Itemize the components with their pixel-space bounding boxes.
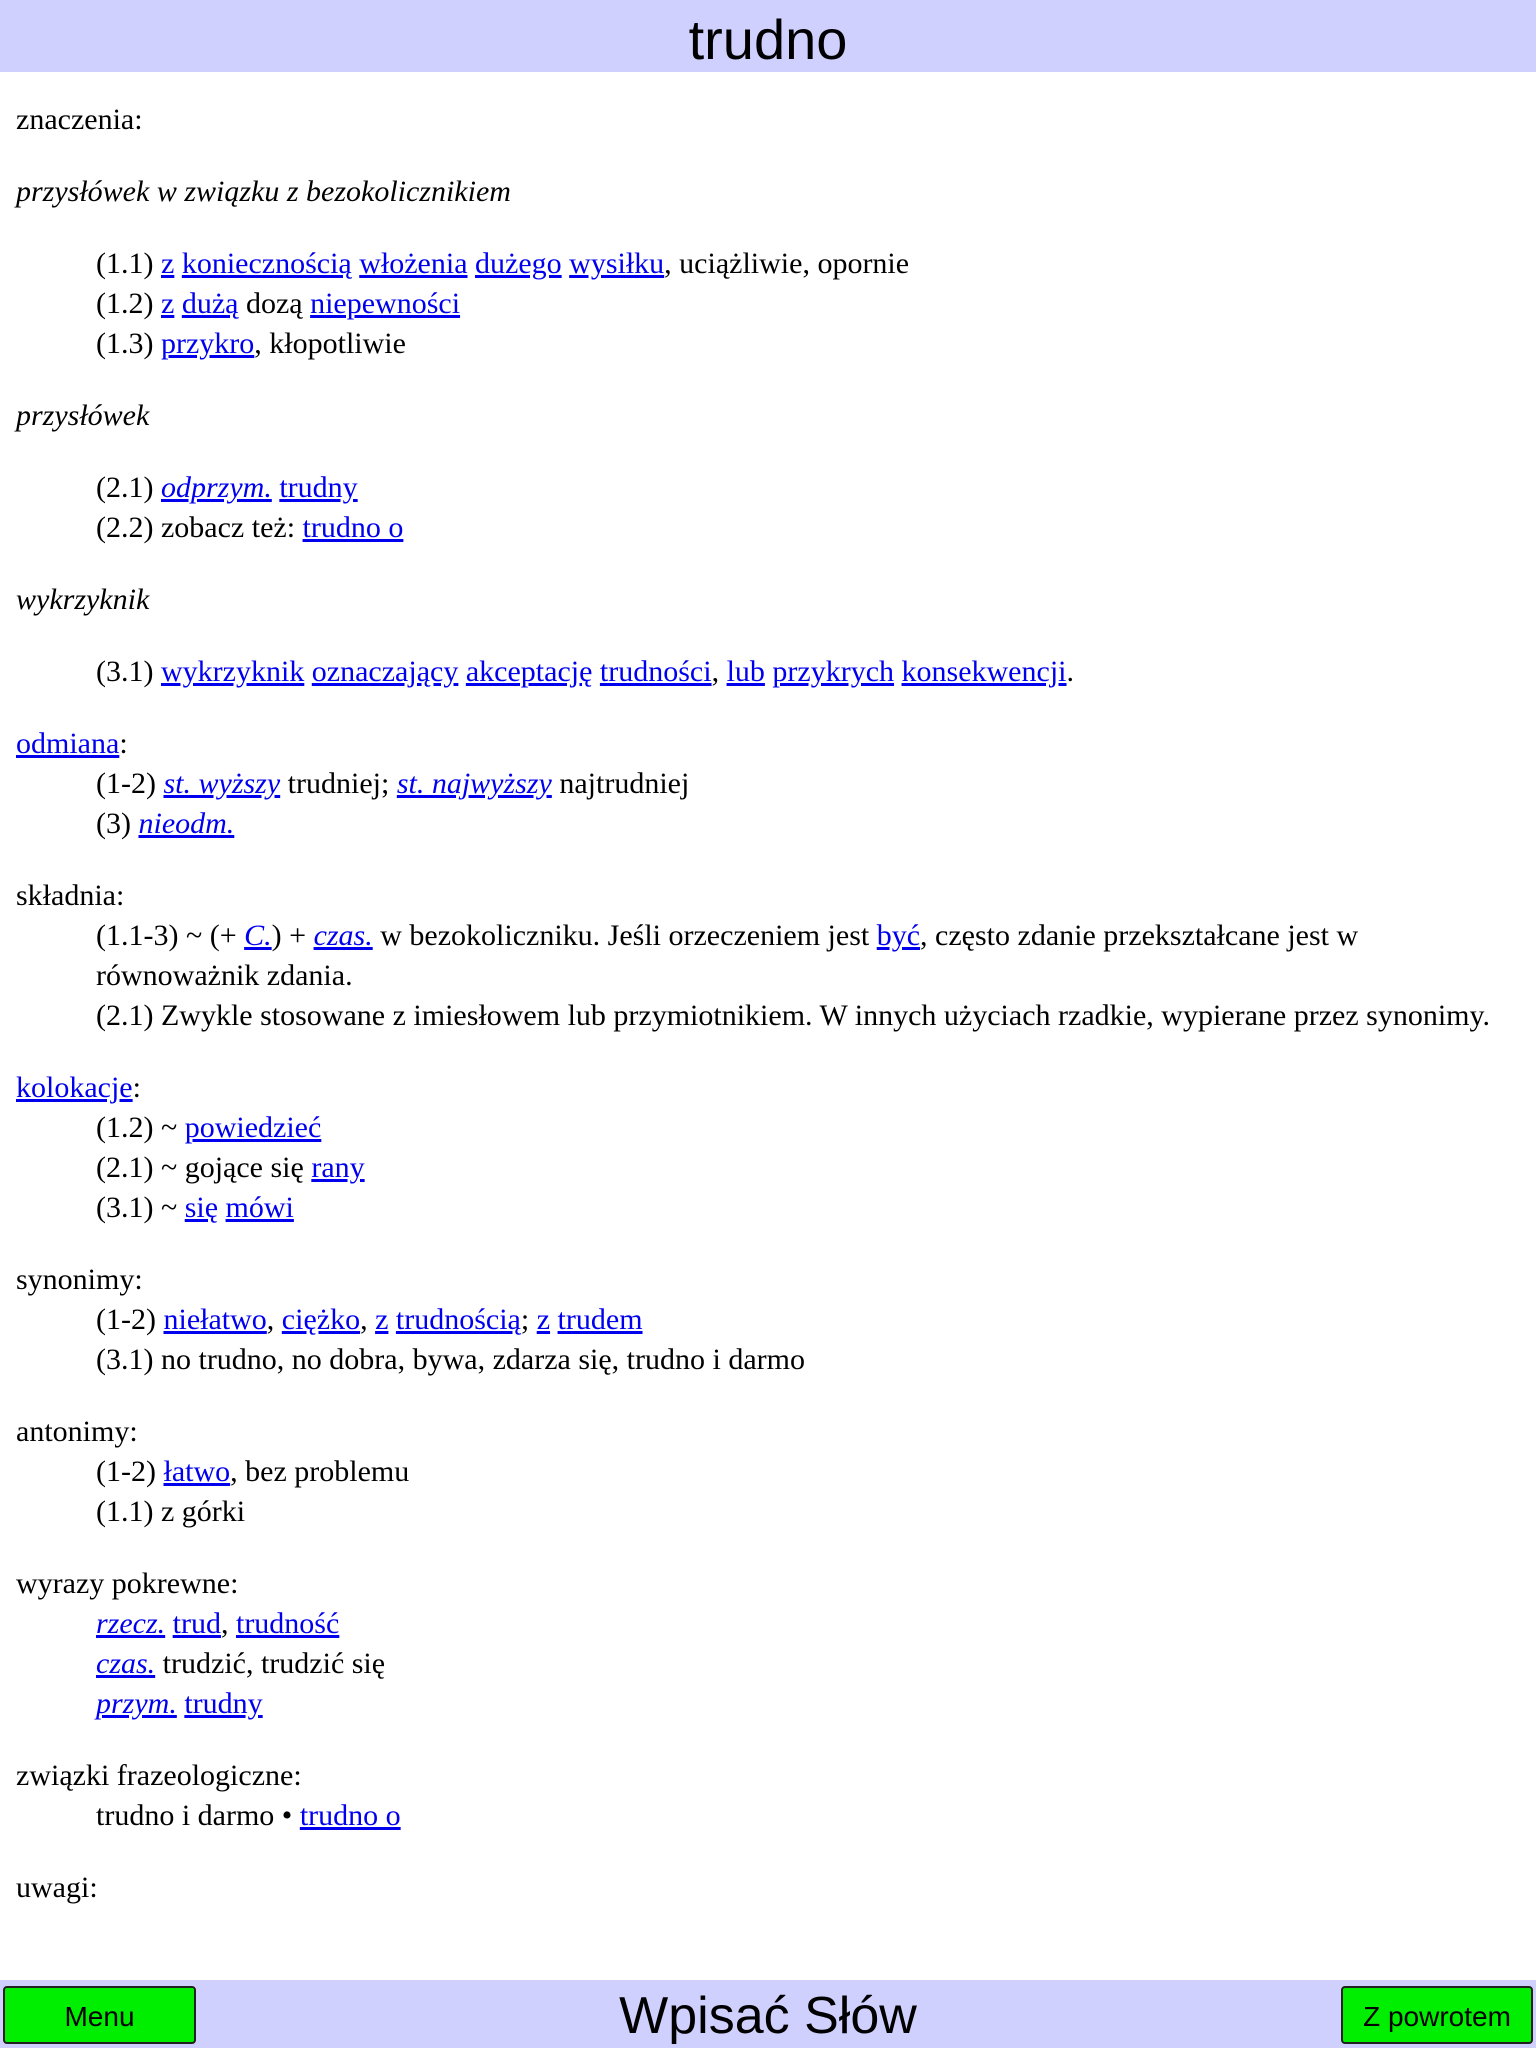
page-title: trudno <box>688 8 848 71</box>
link-trudny[interactable]: trudny <box>279 471 358 504</box>
link-trudnoscia[interactable]: trudnością <box>395 1303 521 1336</box>
link-z[interactable]: z <box>160 247 175 280</box>
link-oznaczajacy[interactable]: oznaczający <box>311 655 459 688</box>
synonimy-line-1: (1-2) niełatwo, ciężko, z trudnością; z trudem <box>96 1303 643 1336</box>
pos-interjection: wykrzyknik <box>16 583 150 616</box>
link-z[interactable]: z <box>160 287 175 320</box>
back-button[interactable]: Z powrotem <box>1341 1986 1533 2044</box>
meanings-label: znaczenia: <box>16 103 143 136</box>
link-trudnosci[interactable]: trudności <box>599 655 712 688</box>
skladnia-label: składnia: <box>16 879 125 912</box>
sense-2-2: (2.2) zobacz też: trudno o <box>96 511 404 544</box>
frazeo-label: związki frazeologiczne: <box>16 1759 302 1792</box>
antonimy-line-1: (1-2) łatwo, bez problemu <box>96 1455 410 1488</box>
footer-title: Wpisać Słów <box>619 1987 917 2045</box>
link-odmiana[interactable]: odmiana <box>16 727 120 760</box>
link-konsekwencji[interactable]: konsekwencji <box>901 655 1067 688</box>
link-koniecznoscia[interactable]: koniecznością <box>181 247 352 280</box>
pokrewne-line-2: czas. trudzić, trudzić się <box>96 1647 386 1680</box>
sense-1-3: (1.3) przykro, kłopotliwie <box>96 327 406 360</box>
link-latwo[interactable]: łatwo <box>163 1455 231 1488</box>
link-sie[interactable]: się <box>184 1191 219 1224</box>
kolokacje-line-1: (1.2) ~ powiedzieć <box>96 1111 322 1144</box>
odmiana-line-2: (3) nieodm. <box>96 807 235 840</box>
sense-list-1 <box>96 244 1520 364</box>
link-c[interactable]: C. <box>244 919 272 952</box>
link-przykrych[interactable]: przykrych <box>772 655 895 688</box>
section-synonimy <box>16 1260 1520 1380</box>
link-ciezko[interactable]: ciężko <box>281 1303 361 1336</box>
section-odmiana: odmiana: (1-2) st. wyższy trudniej; st. najwyższy najtrudniej (3) nieodm. <box>16 724 1520 844</box>
link-rany[interactable]: rany <box>311 1151 365 1184</box>
link-kolokacje[interactable]: kolokacje <box>16 1071 133 1104</box>
section-skladnia <box>16 876 1520 1036</box>
page-header <box>0 0 1536 72</box>
frazeo-line-1: trudno i darmo • trudno o <box>96 1799 401 1832</box>
link-trudno-o[interactable]: trudno o <box>302 511 404 544</box>
link-nieodm[interactable]: nieodm. <box>138 807 235 840</box>
link-trudno-o[interactable]: trudno o <box>299 1799 401 1832</box>
link-z[interactable]: z <box>375 1303 389 1336</box>
sense-list-2 <box>96 468 1520 548</box>
skladnia-line-1: (1.1-3) ~ (+ C.) + czas. w bezokoliczniku. Jeśli orzeczeniem jest być, często zdanie przekształcane jest w równoważnik zdania. <box>96 919 1359 992</box>
uwagi-label: uwagi: <box>16 1871 98 1904</box>
pos-adverb-infinitive: przysłówek w związku z bezokolicznikiem <box>16 175 511 208</box>
synonimy-line-2: (3.1) no trudno, no dobra, bywa, zdarza się, trudno i darmo <box>96 1343 805 1376</box>
link-odprzym[interactable]: odprzym. <box>160 471 272 504</box>
antonimy-line-2: (1.1) z górki <box>96 1495 246 1528</box>
section-kolokacje: kolokacje: (1.2) ~ powiedzieć (2.1) ~ gojące się rany (3.1) ~ się mówi <box>16 1068 1520 1228</box>
link-przym[interactable]: przym. <box>96 1687 177 1720</box>
link-byc[interactable]: być <box>876 919 921 952</box>
footer-bar <box>0 1980 1536 2048</box>
link-powiedziec[interactable]: powiedzieć <box>184 1111 322 1144</box>
sense-list-3 <box>96 652 1520 692</box>
pos-adverb: przysłówek <box>16 399 150 432</box>
antonimy-label: antonimy: <box>16 1415 138 1448</box>
section-pokrewne <box>16 1564 1520 1724</box>
sense-2-1: (2.1) odprzym. trudny <box>96 471 358 504</box>
link-trudny[interactable]: trudny <box>184 1687 263 1720</box>
sense-3-1: (3.1) wykrzyknik oznaczający akceptację trudności, lub przykrych konsekwencji. <box>96 655 1074 688</box>
sense-1-1: (1.1) z koniecznością włożenia dużego wysiłku, uciążliwie, opornie <box>96 247 910 280</box>
link-niepewnosci[interactable]: niepewności <box>310 287 461 320</box>
link-rzecz[interactable]: rzecz. <box>96 1607 166 1640</box>
link-wysilku[interactable]: wysiłku <box>569 247 665 280</box>
section-antonimy <box>16 1412 1520 1532</box>
link-trudnosc[interactable]: trudność <box>235 1607 340 1640</box>
link-st-wyzszy[interactable]: st. wyższy <box>163 767 281 800</box>
link-duza[interactable]: dużą <box>181 287 239 320</box>
pokrewne-line-3 <box>96 1684 1520 1724</box>
link-wlozenia[interactable]: włożenia <box>359 247 468 280</box>
link-trudem[interactable]: trudem <box>557 1303 643 1336</box>
link-st-najwyzszy[interactable]: st. najwyższy <box>396 767 552 800</box>
link-z[interactable]: z <box>536 1303 551 1336</box>
link-mowi[interactable]: mówi <box>225 1191 294 1224</box>
kolokacje-line-3: (3.1) ~ się mówi <box>96 1191 294 1224</box>
link-akceptacje[interactable]: akceptację <box>465 655 593 688</box>
link-przykro[interactable]: przykro <box>160 327 255 360</box>
link-trud[interactable]: trud <box>172 1607 221 1640</box>
link-duzego[interactable]: dużego <box>475 247 562 280</box>
menu-button[interactable]: Menu <box>3 1986 196 2044</box>
synonimy-label: synonimy: <box>16 1263 143 1296</box>
pokrewne-line-1: rzecz. trud, trudność <box>96 1607 340 1640</box>
link-czas[interactable]: czas. <box>313 919 373 952</box>
section-uwagi <box>16 1868 1520 1908</box>
kolokacje-line-2: (2.1) ~ gojące się rany <box>96 1151 365 1184</box>
entry-content <box>16 100 1520 1940</box>
link-nielatwo[interactable]: niełatwo <box>163 1303 267 1336</box>
link-lub[interactable]: lub <box>726 655 765 688</box>
section-frazeo <box>16 1756 1520 1836</box>
skladnia-line-2: (2.1) Zwykle stosowane z imiesłowem lub przymiotnikiem. W innych użyciach rzadkie, wypierane przez synonimy. <box>96 999 1491 1032</box>
pokrewne-label: wyrazy pokrewne: <box>16 1567 239 1600</box>
sense-1-2: (1.2) z dużą dozą niepewności <box>96 287 461 320</box>
link-czas[interactable]: czas. <box>96 1647 156 1680</box>
link-wykrzyknik[interactable]: wykrzyknik <box>160 655 305 688</box>
odmiana-line-1: (1-2) st. wyższy trudniej; st. najwyższy najtrudniej <box>96 767 690 800</box>
